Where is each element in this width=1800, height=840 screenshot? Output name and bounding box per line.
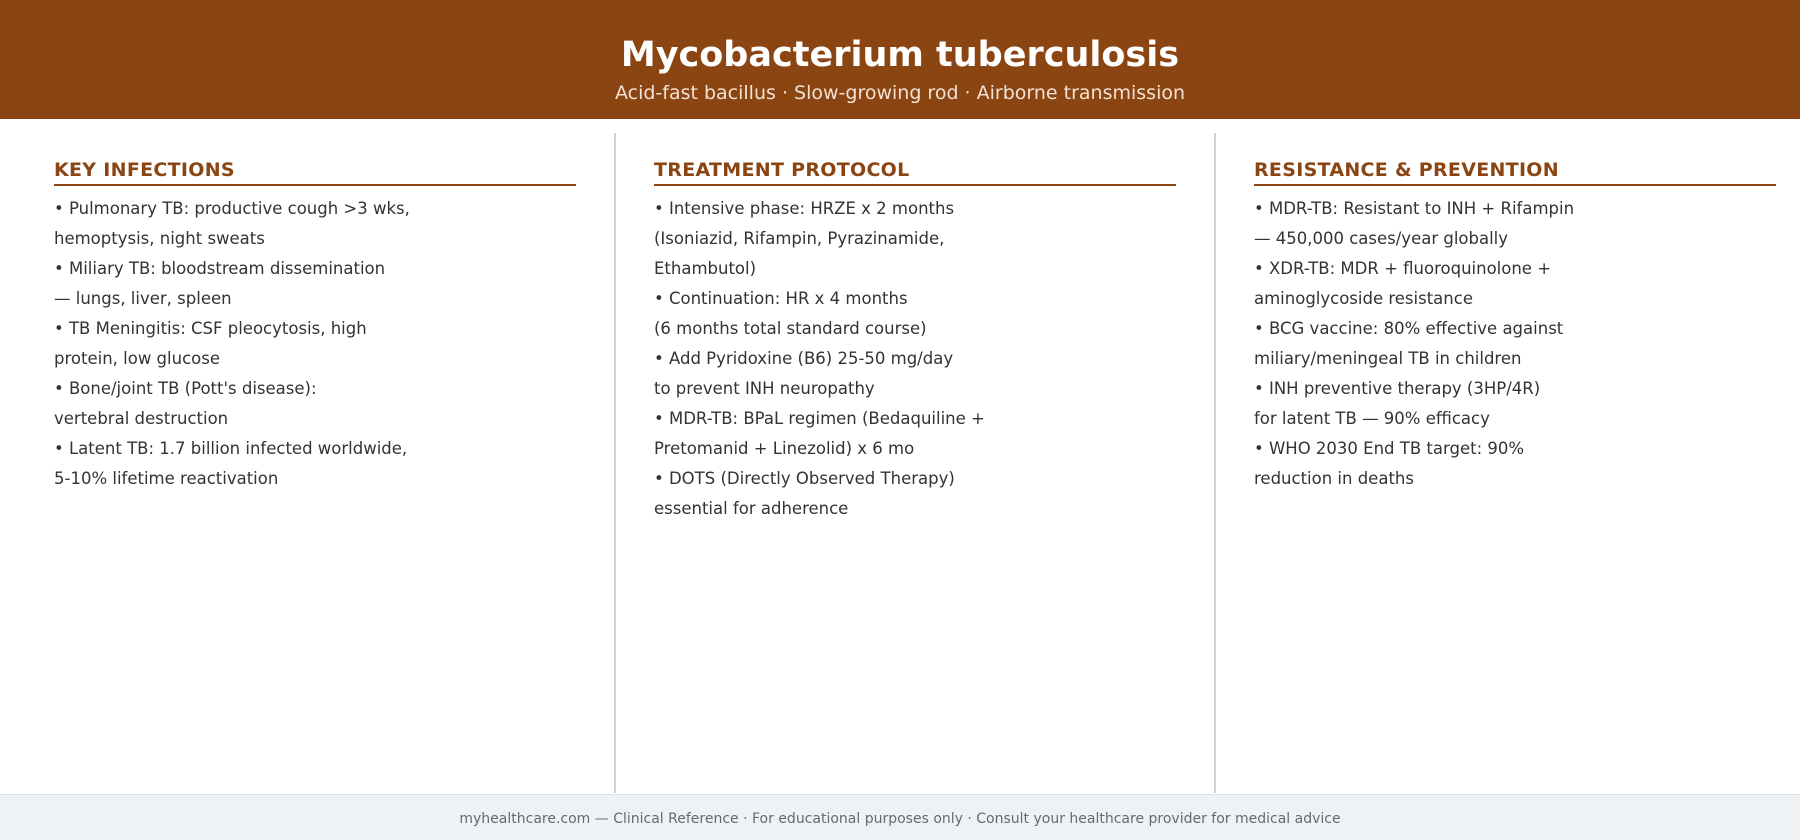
- column-line: • Bone/joint TB (Pott's disease):: [54, 379, 317, 398]
- column-line: Pretomanid + Linezolid) x 6 mo: [654, 439, 915, 458]
- column-line: (6 months total standard course): [654, 319, 927, 338]
- column-line: miliary/meningeal TB in children: [1254, 349, 1522, 368]
- column-line: 5-10% lifetime reactivation: [54, 469, 279, 488]
- column-line: • Continuation: HR x 4 months: [654, 289, 908, 308]
- column-line: reduction in deaths: [1254, 469, 1414, 488]
- column-line: vertebral destruction: [54, 409, 229, 428]
- column-line: • DOTS (Directly Observed Therapy): [654, 469, 955, 488]
- column-key-infections: [54, 157, 576, 494]
- column-line: • WHO 2030 End TB target: 90%: [1254, 439, 1525, 458]
- column-line: — lungs, liver, spleen: [54, 289, 232, 308]
- column-lines: [54, 194, 576, 494]
- column-line: to prevent INH neuropathy: [654, 379, 875, 398]
- page-header: [0, 0, 1800, 119]
- column-heading: RESISTANCE & PREVENTION: [1254, 157, 1776, 186]
- page-title: Mycobacterium tuberculosis: [620, 35, 1180, 75]
- column-line: • TB Meningitis: CSF pleocytosis, high: [54, 319, 367, 338]
- column-line: • Add Pyridoxine (B6) 25-50 mg/day: [654, 349, 954, 368]
- page-subtitle: Acid-fast bacillus · Slow-growing rod · Airborne transmission: [614, 82, 1186, 104]
- column-lines: [1254, 194, 1776, 494]
- page-footer: [0, 794, 1800, 840]
- column-line: • Intensive phase: HRZE x 2 months: [654, 199, 955, 218]
- column-line: — 450,000 cases/year globally: [1254, 229, 1509, 248]
- column-line: hemoptysis, night sweats: [54, 229, 265, 248]
- column-treatment-protocol: [654, 157, 1176, 524]
- column-line: • Pulmonary TB: productive cough >3 wks,: [54, 199, 410, 218]
- column-line: for latent TB — 90% efficacy: [1254, 409, 1490, 428]
- column-line: protein, low glucose: [54, 349, 220, 368]
- column-heading: KEY INFECTIONS: [54, 157, 576, 186]
- column-lines: [654, 194, 1176, 524]
- column-divider: [1214, 133, 1216, 793]
- column-line: • BCG vaccine: 80% effective against: [1254, 319, 1564, 338]
- column-line: • Latent TB: 1.7 billion infected worldwide,: [54, 439, 408, 458]
- column-line: • XDR-TB: MDR + fluoroquinolone +: [1254, 259, 1552, 278]
- column-line: • Miliary TB: bloodstream dissemination: [54, 259, 386, 278]
- column-line: • INH preventive therapy (3HP/4R): [1254, 379, 1541, 398]
- column-heading: TREATMENT PROTOCOL: [654, 157, 1176, 186]
- column-line: aminoglycoside resistance: [1254, 289, 1473, 308]
- footer-text: myhealthcare.com — Clinical Reference · For educational purposes only · Consult your healthcare provider for medical advice: [459, 811, 1341, 827]
- column-line: essential for adherence: [654, 499, 849, 518]
- column-divider: [614, 133, 616, 793]
- column-line: • MDR-TB: BPaL regimen (Bedaquiline +: [654, 409, 985, 428]
- column-resistance-prevention: [1254, 157, 1776, 494]
- content-area: [0, 119, 1800, 794]
- column-line: (Isoniazid, Rifampin, Pyrazinamide,: [654, 229, 945, 248]
- column-line: • MDR-TB: Resistant to INH + Rifampin: [1254, 199, 1575, 218]
- column-line: Ethambutol): [654, 259, 757, 278]
